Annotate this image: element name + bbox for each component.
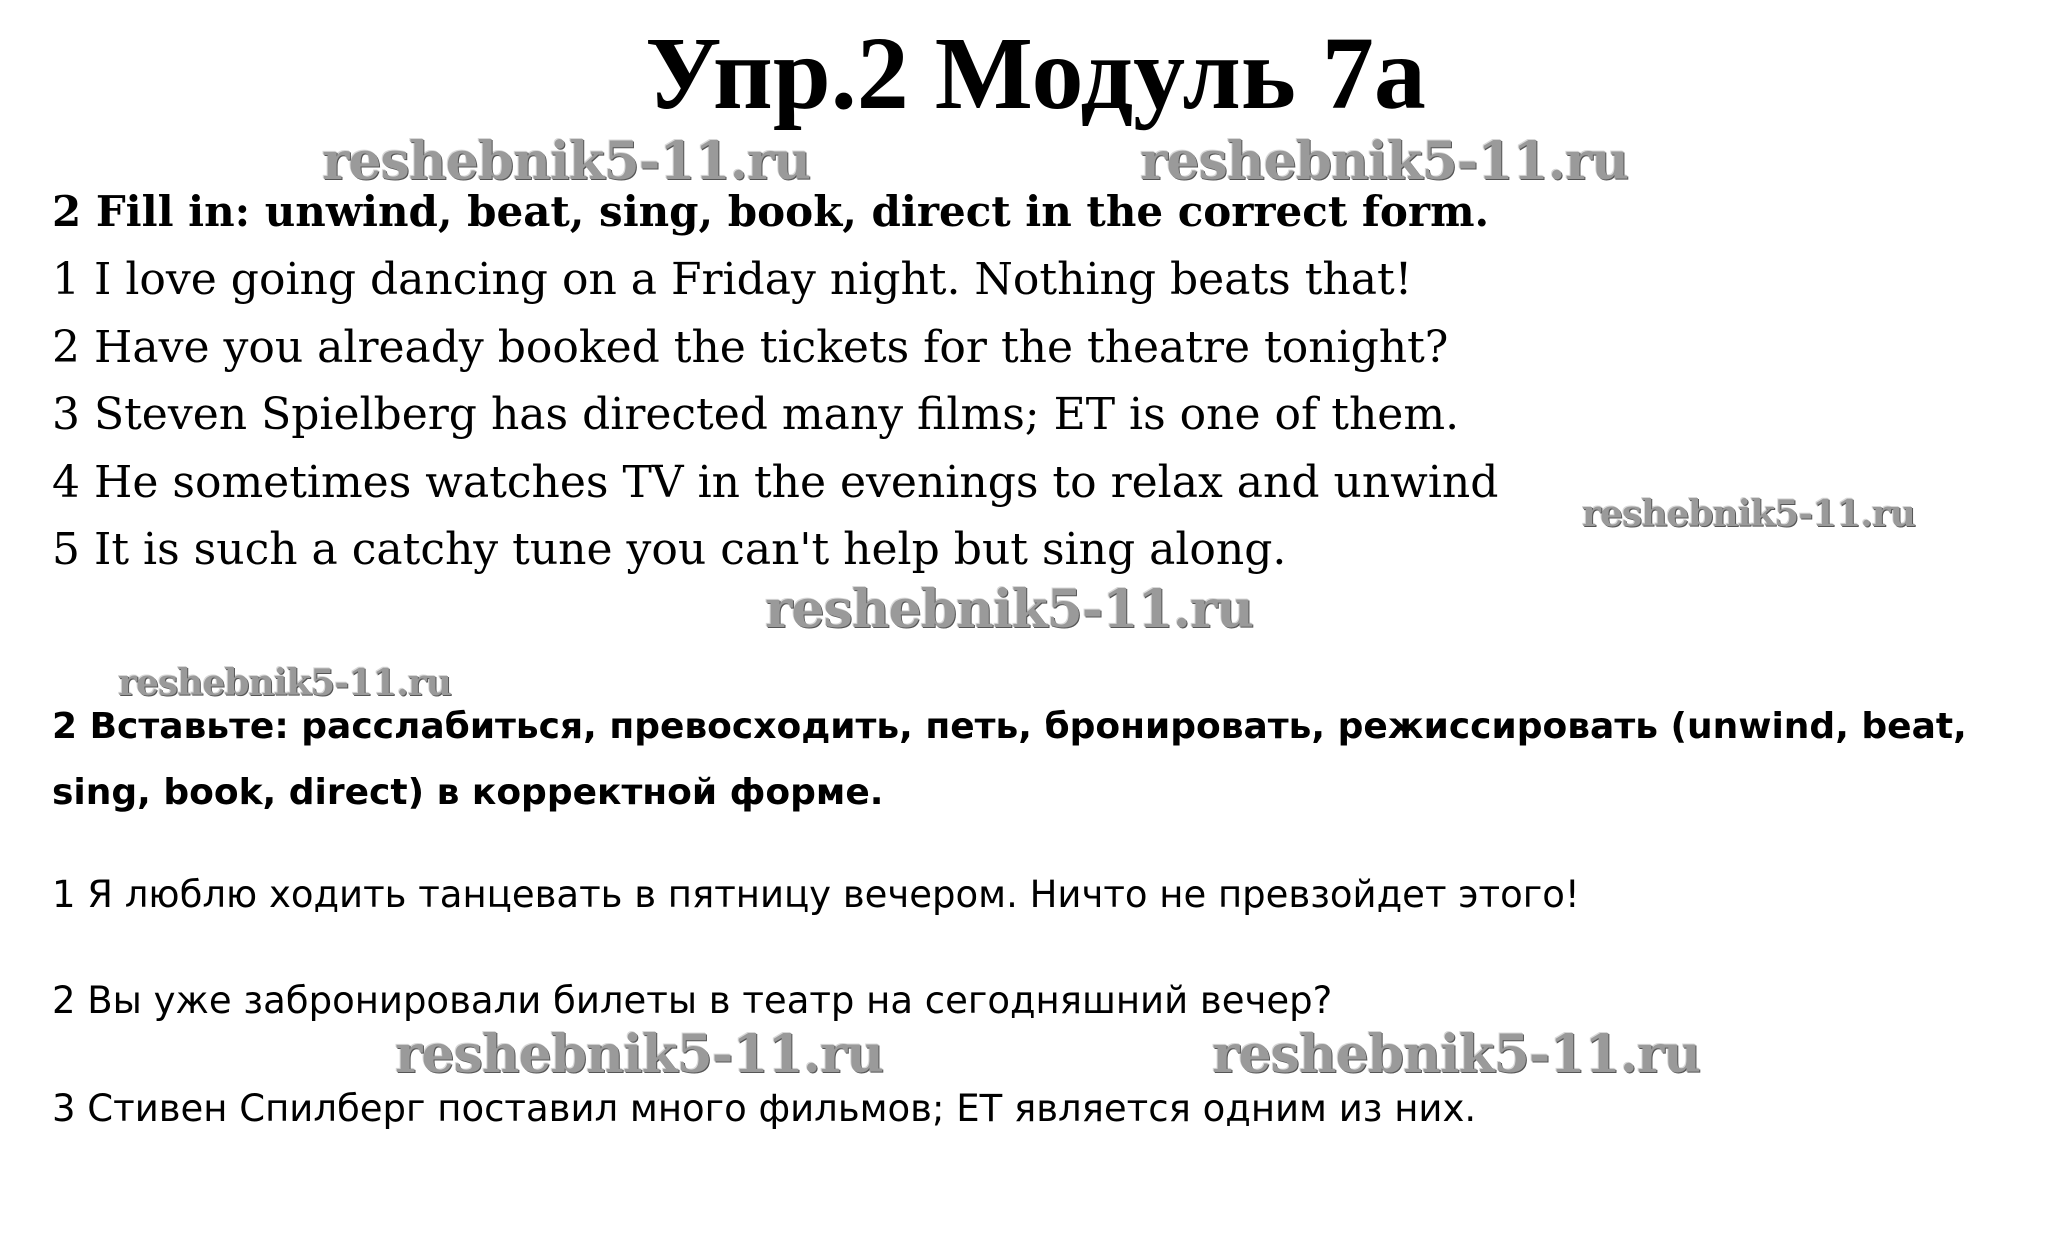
watermark: reshebnik5-11.ru xyxy=(322,131,811,192)
watermark: reshebnik5-11.ru xyxy=(1582,493,1915,535)
russian-sentence: 3 Стивен Спилберг поставил много фильмов; ET является одним из них. xyxy=(52,1087,1477,1130)
english-sentence: 2 Have you already booked the tickets for the theatre tonight? xyxy=(52,322,1449,373)
english-sentence: 1 I love going dancing on a Friday night. Nothing beats that! xyxy=(52,254,1413,305)
english-sentence: 4 He sometimes watches TV in the evenings to relax and unwind xyxy=(52,457,1499,508)
watermark: reshebnik5-11.ru xyxy=(765,579,1254,640)
watermark: reshebnik5-11.ru xyxy=(1212,1024,1701,1085)
watermark: reshebnik5-11.ru xyxy=(1140,131,1629,192)
english-sentence: 5 It is such a catchy tune you can't help but sing along. xyxy=(52,524,1287,575)
page-title: Упр.2 Модуль 7а xyxy=(645,16,1426,131)
watermark: reshebnik5-11.ru xyxy=(395,1024,884,1085)
russian-sentence: 1 Я люблю ходить танцевать в пятницу вечером. Ничто не превзойдет этого! xyxy=(52,873,1580,916)
exercise-heading-english: 2 Fill in: unwind, beat, sing, book, direct in the correct form. xyxy=(52,187,1490,236)
english-sentence: 3 Steven Spielberg has directed many films; ET is one of them. xyxy=(52,389,1460,440)
russian-sentence: 2 Вы уже забронировали билеты в театр на сегодняшний вечер? xyxy=(52,979,1333,1022)
watermark: reshebnik5-11.ru xyxy=(118,662,451,704)
exercise-heading-russian: 2 Вставьте: расслабиться, превосходить, петь, бронировать, режиссировать (unwind, beat, sing, book, direct) в корректной форме. xyxy=(52,706,1967,813)
